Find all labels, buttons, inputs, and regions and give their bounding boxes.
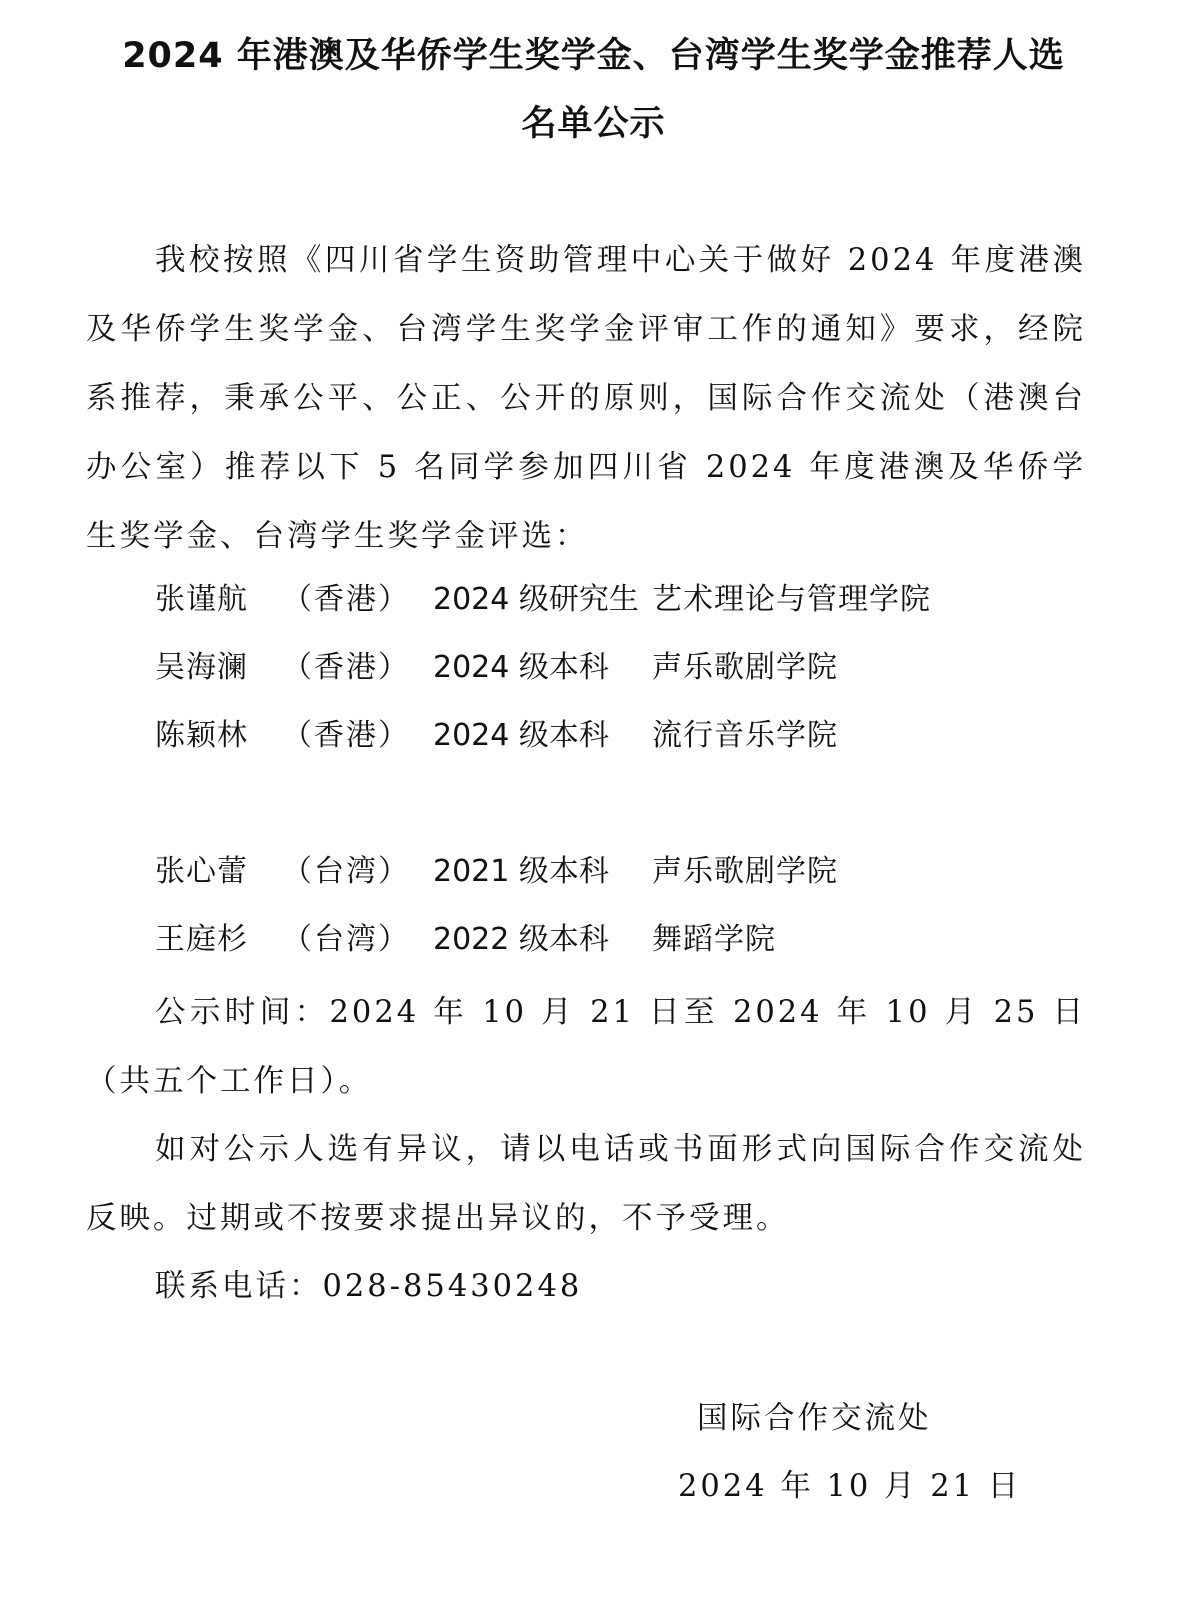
recipient-grade: 2024 级本科 [433, 718, 609, 753]
recipient-college: 声乐歌剧学院 [652, 650, 838, 685]
recipient-region: （台湾） [282, 922, 410, 957]
recipient-college: 舞蹈学院 [652, 922, 776, 957]
recipient-name: 张谨航 [155, 582, 248, 617]
recipient-region: （香港） [282, 718, 410, 753]
recipient-grade: 2024 级研究生 [433, 582, 639, 617]
contact-phone: 联系电话：028-85430248 [155, 1269, 583, 1304]
recipient-region: （香港） [282, 582, 410, 617]
recipient-name: 张心蕾 [155, 854, 248, 889]
recipient-grade: 2022 级本科 [433, 922, 609, 957]
recipient-name: 吴海澜 [155, 650, 248, 685]
recipient-grade: 2024 级本科 [433, 650, 609, 685]
recipient-region: （台湾） [282, 854, 410, 889]
recipient-grade: 2021 级本科 [433, 854, 609, 889]
objection-note: 如对公示人选有异议，请以电话或书面形式向国际合作交流处反映。过期或不按要求提出异议的，不予受理。 [86, 1132, 1086, 1236]
recipient-region: （香港） [282, 650, 410, 685]
recipient-name: 王庭杉 [155, 922, 248, 957]
signature-date: 2024 年 10 月 21 日 [678, 1469, 1022, 1504]
recipient-college: 声乐歌剧学院 [652, 854, 838, 889]
page-title-line-1: 2024 年港澳及华侨学生奖学金、台湾学生奖学金推荐人选 [122, 36, 1065, 76]
recipient-college: 流行音乐学院 [652, 718, 838, 753]
page-title-line-2: 名单公示 [521, 104, 666, 144]
intro-paragraph: 我校按照《四川省学生资助管理中心关于做好 2024 年度港澳及华侨学生奖学金、台湾学生奖学金评审工作的通知》要求，经院系推荐，秉承公平、公正、公开的原则，国际合作交流处（港澳台办公室）推荐以下 5 名同学参加四川省 2024 年度港澳及华侨学生奖学金、台湾学生奖学金评选： [86, 243, 1086, 554]
publicity-period: 公示时间：2024 年 10 月 21 日至 2024 年 10 月 25 日（共五个工作日）。 [86, 995, 1086, 1099]
signature-office: 国际合作交流处 [697, 1401, 932, 1436]
recipient-name: 陈颖林 [155, 718, 248, 753]
recipient-college: 艺术理论与管理学院 [652, 582, 931, 617]
